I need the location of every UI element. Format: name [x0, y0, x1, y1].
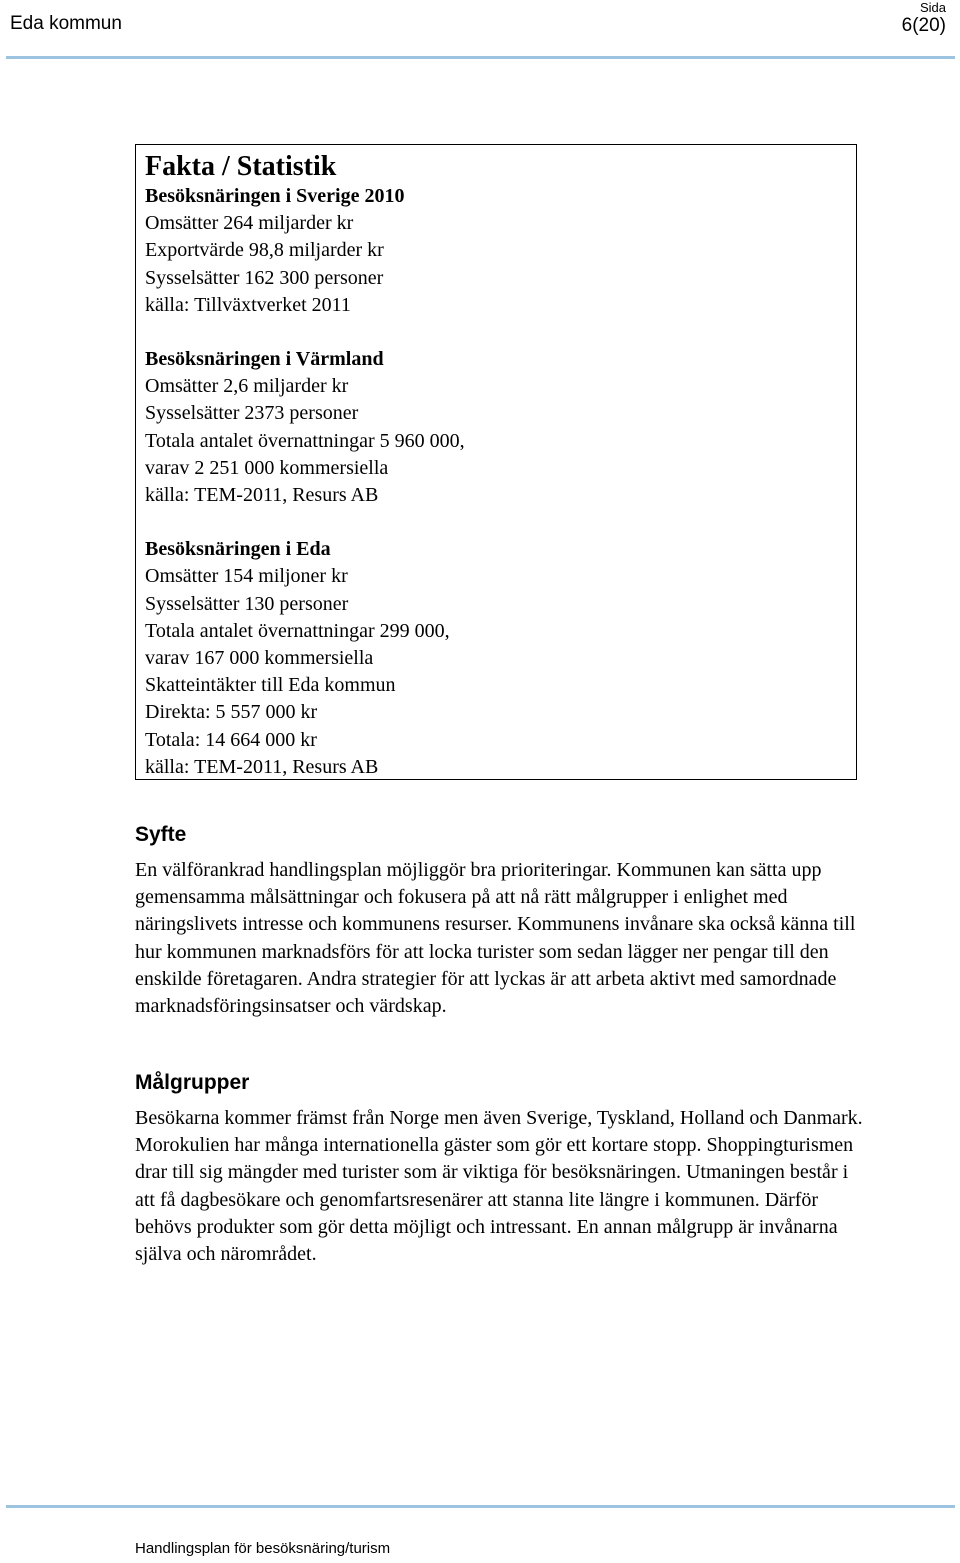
section-body-syfte: En välförankrad handlingsplan möjliggör bra prioriteringar. Kommunen kan sätta upp gemensamma målsättningar och fokusera på att nå rätt målgrupper i enlighet med näringslivets intresse och kommunens resurser. Kommunens invånare ska också känna till hur kommunen marknadsförs för att locka turister som sedan lägger ner pengar till den enskilde företagaren. Andra strategier för att lyckas är att arbeta aktivt med samordnade marknadsföringsinsatser och värdskap.	[135, 859, 856, 1018]
footer-rule	[6, 1505, 955, 1508]
fact-group-eda	[145, 536, 856, 781]
fact-group-varmland	[145, 346, 856, 509]
fact-line: Sysselsätter 130 personer	[145, 592, 349, 615]
page-number: 6(20)	[901, 15, 946, 36]
section-body-malgrupper: Besökarna kommer främst från Norge men även Sverige, Tyskland, Holland och Danmark. Morokulien har många internationella gäster som gör ett kortare stopp. Shoppingturismen drar till sig mängder med turister som är viktiga för besöksnäringen. Utmaningen består i att få dagbesökare och genomfartsresenärer att stanna lite längre i kommunen. Därför behövs produkter som gör detta möjligt och intressant. En annan målgrupp är invånarna själva och närområdet.	[135, 1107, 863, 1266]
fact-line: Sysselsätter 162 300 personer	[145, 266, 384, 289]
fact-line: Direkta: 5 557 000 kr	[145, 701, 318, 724]
fact-box	[135, 144, 857, 780]
fact-group-heading: Besöksnäringen i Sverige 2010	[145, 185, 405, 207]
fact-box-title: Fakta / Statistik	[145, 151, 337, 182]
fact-line: Totala antalet övernattningar 5 960 000,	[145, 429, 465, 452]
section-malgrupper	[135, 1070, 865, 1268]
footer-text: Handlingsplan för besöksnäring/turism	[135, 1540, 391, 1557]
fact-line: Skatteintäkter till Eda kommun	[145, 674, 396, 697]
fact-line: Omsätter 2,6 miljarder kr	[145, 375, 349, 398]
fact-source: källa: TEM-2011, Resurs AB	[145, 484, 379, 507]
fact-line: Totala antalet övernattningar 299 000,	[145, 619, 450, 642]
section-syfte	[135, 822, 865, 1020]
section-heading-malgrupper: Målgrupper	[135, 1071, 250, 1094]
fact-group-sverige	[145, 183, 856, 319]
fact-line: Omsätter 154 miljoner kr	[145, 565, 348, 588]
page-label: Sida	[919, 0, 946, 15]
header-org: Eda kommun	[10, 13, 122, 34]
fact-group-heading: Besöksnäringen i Värmland	[145, 348, 384, 371]
fact-line: Exportvärde 98,8 miljarder kr	[145, 239, 384, 262]
section-heading-syfte: Syfte	[135, 823, 187, 846]
fact-line: Sysselsätter 2373 personer	[145, 402, 359, 425]
fact-source: källa: TEM-2011, Resurs AB	[145, 755, 379, 778]
fact-line: varav 2 251 000 kommersiella	[145, 456, 389, 479]
header-rule	[6, 56, 955, 59]
page-indicator	[902, 0, 946, 37]
fact-source: källa: Tillväxtverket 2011	[145, 293, 351, 316]
fact-line: Totala: 14 664 000 kr	[145, 728, 317, 751]
fact-line: Omsätter 264 miljarder kr	[145, 212, 354, 235]
fact-group-heading: Besöksnäringen i Eda	[145, 538, 331, 561]
fact-line: varav 167 000 kommersiella	[145, 647, 374, 670]
